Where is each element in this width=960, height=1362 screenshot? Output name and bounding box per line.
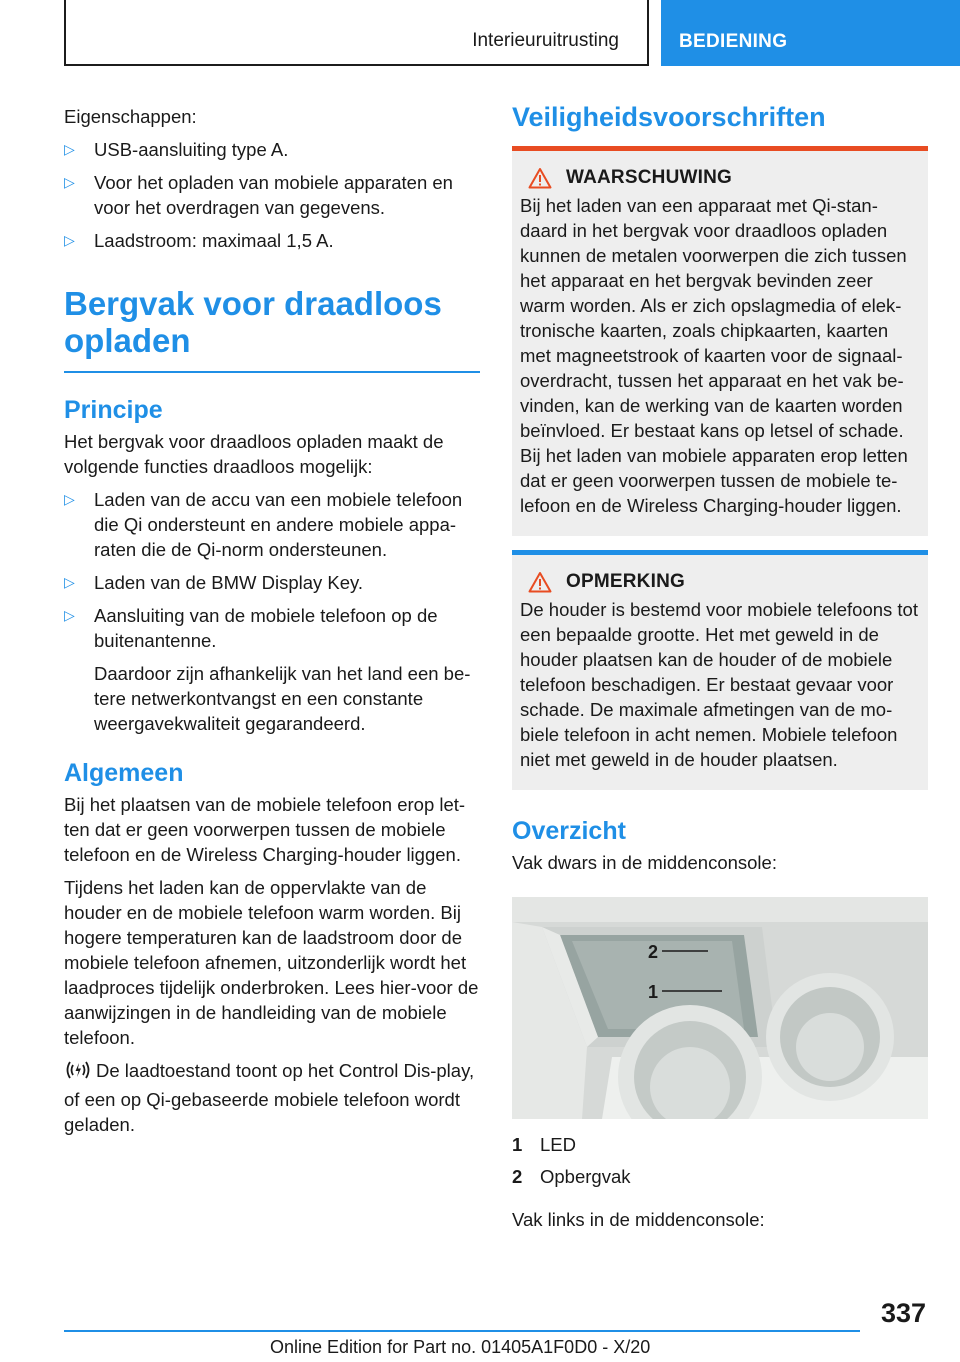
heading-divider [64, 371, 480, 373]
bullet-triangle-icon: ▷ [64, 232, 75, 248]
warning-header [520, 167, 920, 189]
right-column [512, 100, 928, 1232]
list-item: ▷ Laden van de BMW Display Key. [64, 572, 364, 593]
photo-legend [512, 1129, 928, 1193]
caution-triangle-icon [528, 571, 552, 593]
principe-list [64, 487, 480, 736]
after-legend-text: Vak links in de middenconsole: [512, 1209, 765, 1230]
overzicht-text: Vak dwars in de middenconsole: [512, 852, 777, 873]
legend-label: LED [540, 1134, 576, 1155]
legend-number: 2 [512, 1166, 523, 1187]
warning-title: WAARSCHUWING [566, 167, 732, 188]
algemeen-heading: Algemeen [64, 759, 184, 787]
photo-callout: 2 [648, 942, 659, 962]
principe-heading: Principe [64, 396, 163, 424]
note-text: De houder is bestemd voor mobiele telefoons tot een bepaalde grootte. Het met geweld in de houder plaatsen kan de houder of de mobiele telefoon beschadigen. Er bestaat gevaar voor schade. De maximale afmetingen van de mo-biele telefoon in acht nemen. Mobiele telefoon niet met geweld in de houder plaatsen. [520, 599, 918, 770]
bullet-triangle-icon: ▷ [64, 141, 75, 157]
legend-row [512, 1129, 928, 1161]
algemeen-paragraph-1: Bij het plaatsen van de mobiele telefoon erop let-ten dat er geen voorwerpen tussen de mobiele telefoon en de Wireless Charging-houder liggen. [64, 794, 466, 865]
console-photo [512, 897, 928, 1119]
list-item: ▷ Aansluiting van de mobiele telefoon op de buitenantenne. Daardoor zijn afhankelijk van het land een be-tere netwerkontvangst en een constante weergavekwaliteit gegarandeerd. [64, 603, 480, 736]
bullet-triangle-icon: ▷ [64, 491, 75, 507]
note-box [512, 550, 928, 790]
section-heading: Bergvak voor draadloos opladen [64, 285, 442, 359]
algemeen-paragraph-3: De laadtoestand toont op het Control Dis-play, of een op Qi-gebaseerde mobiele telefoon wordt geladen. [64, 1060, 475, 1135]
list-item: ▷ USB-aansluiting type A. [64, 139, 289, 160]
footer-edition: Online Edition for Part no. 01405A1F0D0 - X/20 [270, 1337, 651, 1357]
properties-intro: Eigenschappen: [64, 106, 197, 127]
footer-divider [64, 1330, 860, 1332]
header-chapter-tab [661, 0, 960, 66]
principe-text: Het bergvak voor draadloos opladen maakt de volgende functies draadloos mogelijk: [64, 431, 444, 477]
list-item: ▷ Voor het opladen van mobiele apparaten en voor het overdragen van gegevens. [64, 172, 453, 218]
bullet-triangle-icon: ▷ [64, 174, 75, 190]
bullet-triangle-icon: ▷ [64, 574, 75, 590]
legend-row [512, 1161, 928, 1193]
legend-number: 1 [512, 1134, 523, 1155]
legend-label: Opbergvak [540, 1166, 631, 1187]
header-chapter-label: BEDIENING [679, 31, 788, 52]
properties-list [64, 137, 480, 253]
note-header [520, 571, 920, 593]
wireless-charging-icon [64, 1059, 96, 1087]
warning-text: Bij het laden van een apparaat met Qi-stan-daard in het bergvak voor draadloos opladen kunnen de metalen voorwerpen die zich tussen het apparaat en het bergvak bevinden zeer warm worden. Als er zich opslagmedia of elek-tronische kaarten, zoals chipkaarten, kaarten met magneetstrook of kaarten voor de signaal-overdracht, tussen het apparaat en het vak be-vinden, kan de werking van de kaarten worden beïnvloed. Er bestaat kans op letsel of schade. Bij het laden van mobiele apparaten erop letten dat er geen voorwerpen tussen de mobiele te-lefoon en de Wireless Charging-houder liggen. [520, 195, 908, 516]
list-item: ▷ Laadstroom: maximaal 1,5 A. [64, 230, 334, 251]
list-item: ▷ Laden van de accu van een mobiele telefoon die Qi ondersteunt en andere mobiele appa-raten die de Qi-norm ondersteunen. [64, 489, 463, 560]
header-section-box [64, 0, 649, 66]
algemeen-paragraph-2: Tijdens het laden kan de oppervlakte van de houder en de mobiele telefoon warm worden. Bij hogere temperaturen kan de laadstroom door de mobiele telefoon afnemen, uitzonderlijk wordt het laadproces tijdelijk onderbroken. Lees hier-voor de aanwijzingen in de handleiding van de mobiele telefoon. [64, 877, 479, 1048]
warning-box [512, 146, 928, 536]
page-number: 337 [880, 1298, 926, 1328]
overzicht-heading: Overzicht [512, 817, 626, 845]
bullet-triangle-icon: ▷ [64, 607, 75, 623]
header-section-title: Interieuruitrusting [472, 30, 619, 51]
left-column [64, 104, 480, 1137]
photo-callout: 1 [648, 982, 659, 1002]
note-title: OPMERKING [566, 571, 685, 592]
safety-heading: Veiligheidsvoorschriften [512, 102, 826, 132]
principe-subtext: Daardoor zijn afhankelijk van het land een be-tere netwerkontvangst en een constante weergavekwaliteit gegarandeerd. [94, 663, 471, 734]
warning-triangle-icon [528, 167, 552, 189]
